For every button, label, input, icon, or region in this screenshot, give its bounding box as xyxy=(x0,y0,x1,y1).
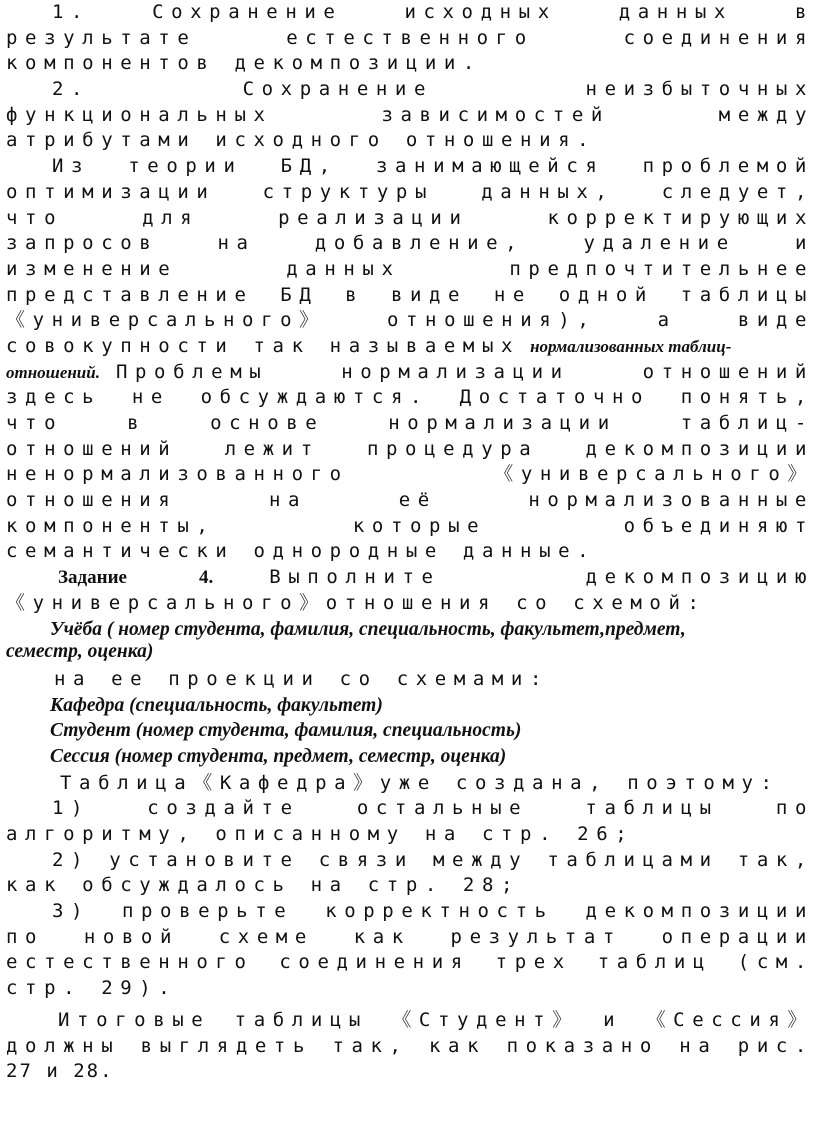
word: 《Сессия》 xyxy=(646,1008,814,1031)
word: таблиц- xyxy=(680,412,814,434)
word: 《универсального》 xyxy=(494,463,814,486)
line9-words xyxy=(116,360,814,386)
word: нормализованные xyxy=(528,489,814,512)
item2-number: 2. xyxy=(52,78,91,101)
word: соединения xyxy=(279,951,470,974)
word: зависимостей xyxy=(381,103,610,126)
theory-line7 xyxy=(6,308,814,334)
word: операции xyxy=(661,925,814,948)
word: а xyxy=(657,309,677,332)
task-line2: 《универсального》отношения со схемой: xyxy=(6,591,707,614)
word: таблицы xyxy=(680,283,814,306)
word: на xyxy=(217,232,256,255)
word: данных, xyxy=(481,180,615,203)
word: выглядеть xyxy=(140,1034,313,1057)
word: структуры xyxy=(262,180,434,203)
word: Достаточно xyxy=(459,386,651,409)
word: что xyxy=(6,412,64,434)
word: основе xyxy=(210,412,325,434)
word: декомпозиции xyxy=(585,900,814,923)
word: должны xyxy=(6,1034,121,1057)
final-line1 xyxy=(6,1008,814,1034)
theory-line5 xyxy=(6,257,814,283)
item2-line1 xyxy=(6,77,814,103)
word: на xyxy=(268,489,308,512)
word: 《универсального》 xyxy=(6,309,326,332)
word: как xyxy=(429,1034,487,1057)
word: в xyxy=(345,283,365,306)
word: по xyxy=(775,797,814,820)
theory-line12 xyxy=(6,437,814,463)
theory-line14 xyxy=(6,488,814,514)
word: 3) xyxy=(52,900,91,923)
word: (см. xyxy=(737,951,814,974)
word: так, xyxy=(737,848,814,871)
word: нормализации xyxy=(388,412,617,434)
word: которые xyxy=(352,514,487,537)
word: соединения xyxy=(623,26,814,49)
word: декомпозиции xyxy=(585,437,814,460)
word: понять, xyxy=(680,386,814,409)
word: одной xyxy=(558,283,654,306)
word: занимающейся xyxy=(375,155,605,178)
word: оптимизации xyxy=(6,180,216,203)
theory-line10 xyxy=(6,385,814,411)
word: таблиц xyxy=(597,951,712,974)
word: данных xyxy=(618,1,733,23)
step3-line1 xyxy=(6,899,814,925)
word: проблемой xyxy=(642,155,814,178)
task-number: 4. xyxy=(198,567,214,589)
word: удаление xyxy=(583,232,736,255)
word: БД, xyxy=(280,155,338,178)
word: неизбыточных xyxy=(585,78,814,101)
word: Итоговые xyxy=(58,1008,211,1031)
word: процедура xyxy=(366,437,539,460)
word: что xyxy=(6,206,64,229)
word: её xyxy=(398,489,437,512)
word: реализации xyxy=(278,206,469,229)
word: Выполните xyxy=(269,566,441,589)
item2-line3: атрибутами исходного отношения. xyxy=(6,129,597,152)
word: БД xyxy=(280,283,319,306)
word: предпочтительнее xyxy=(509,257,814,280)
schema-kafedra: Кафедра (специальность, факультет) xyxy=(50,694,383,716)
word: не xyxy=(493,283,532,306)
word: рис. xyxy=(737,1034,814,1057)
schema-student: Студент (номер студента, фамилия, специальность) xyxy=(50,720,522,742)
theory-line16: семантически однородные данные. xyxy=(6,540,597,563)
word: теории xyxy=(128,155,243,178)
word: корректирующих xyxy=(547,206,814,229)
step3-line4: стр. 29). xyxy=(6,977,178,1000)
theory-line13 xyxy=(6,462,814,488)
projection-intro: на ее проекции со схемами: xyxy=(54,667,550,690)
word: лежит xyxy=(224,437,320,460)
item1-line2 xyxy=(6,26,814,52)
word: следует, xyxy=(661,180,814,203)
final-line3: 27 и 28. xyxy=(6,1060,114,1083)
word: и xyxy=(794,232,814,255)
word: декомпозицию xyxy=(585,566,814,589)
step1-line2: алгоритму, описанному на стр. 26; xyxy=(6,823,635,845)
word: Проблемы xyxy=(115,360,269,383)
word: 2) xyxy=(52,848,91,871)
word: связи xyxy=(318,848,414,871)
schema-session: Сессия (номер студента, предмет, семестр, оценка) xyxy=(50,745,507,767)
word: ненормализованного xyxy=(6,463,349,486)
word: функциональных xyxy=(6,103,273,126)
word: Из xyxy=(52,155,91,178)
word: между xyxy=(718,103,814,126)
word: естественного xyxy=(286,26,534,49)
word: 1) xyxy=(52,797,91,820)
word: не xyxy=(131,386,170,409)
word: на xyxy=(679,1034,718,1057)
word: создайте xyxy=(147,797,300,820)
word: как xyxy=(353,925,411,948)
word: по xyxy=(6,925,45,948)
word: Сохранение xyxy=(242,78,433,101)
word: и xyxy=(603,1008,623,1031)
word: данных xyxy=(286,257,401,280)
word: 《Студент》 xyxy=(392,1008,579,1031)
word: результат xyxy=(450,925,622,948)
word: Сохранение xyxy=(152,1,343,23)
step2-line1 xyxy=(6,848,814,874)
word: трех xyxy=(495,951,572,974)
word: схеме xyxy=(218,925,314,948)
word: объединяют xyxy=(623,514,814,537)
word: добавление, xyxy=(314,232,525,255)
word: нормализации xyxy=(341,360,570,383)
word: отношения), xyxy=(386,309,597,332)
final-line2 xyxy=(6,1034,814,1060)
step3-line3 xyxy=(6,950,814,976)
word: таблицы xyxy=(234,1008,368,1031)
step3-line2 xyxy=(6,925,814,951)
word: остальные xyxy=(356,797,529,820)
word: между xyxy=(433,848,529,871)
theory-line9 xyxy=(6,360,814,386)
item1-number: 1. xyxy=(52,1,91,23)
word: корректность xyxy=(325,900,554,923)
word: исходных xyxy=(404,1,557,23)
item1-line1 xyxy=(6,0,814,26)
theory-line3 xyxy=(6,206,814,232)
word: обсуждаются. xyxy=(200,386,430,409)
word: отношений xyxy=(6,437,178,460)
word: виде xyxy=(390,283,468,306)
italic-term: нормализованных таблиц- xyxy=(530,336,732,356)
italic-term: отношений. xyxy=(6,362,100,382)
step1-line1 xyxy=(6,796,814,822)
word: представление xyxy=(6,283,254,306)
theory-line1 xyxy=(6,154,814,180)
word: в xyxy=(794,1,814,23)
table-created: Таблица《Кафедра》уже создана, поэтому: xyxy=(60,771,780,794)
theory-line8 xyxy=(6,334,814,360)
item2-line2 xyxy=(6,103,814,129)
word: установите xyxy=(109,848,300,871)
word: изменение xyxy=(6,257,178,280)
task-line1-words xyxy=(269,565,814,591)
word: для xyxy=(142,206,200,229)
word: новой xyxy=(83,925,180,948)
word: таблицы xyxy=(585,797,719,820)
schema-ucheba-line2: семестр, оценка) xyxy=(6,641,154,663)
theory-line15 xyxy=(6,514,814,540)
theory-line11 xyxy=(6,411,814,437)
word: таблицами xyxy=(547,848,719,871)
step2-line2: как обсуждалось на стр. 28; xyxy=(6,874,521,897)
word: так, xyxy=(332,1034,409,1057)
word: отношений xyxy=(642,360,814,383)
word: виде xyxy=(737,309,814,332)
word: совокупности так называемых xyxy=(6,334,521,357)
word: запросов xyxy=(6,232,159,255)
word: отношения xyxy=(6,489,178,512)
word: естественного xyxy=(6,951,254,974)
theory-line6 xyxy=(6,283,814,309)
word: результате xyxy=(6,26,197,49)
word: показано xyxy=(506,1034,659,1057)
task-line1 xyxy=(6,565,814,591)
theory-line4 xyxy=(6,231,814,257)
word: здесь xyxy=(6,386,102,409)
word: компоненты, xyxy=(6,514,216,537)
task-label: Задание xyxy=(58,567,127,589)
word: проверьте xyxy=(121,900,294,923)
item1-line3: компонентов декомпозиции. xyxy=(6,52,482,75)
theory-line2 xyxy=(6,180,814,206)
word: в xyxy=(127,412,147,434)
schema-ucheba-line1: Учёба ( номер студента, фамилия, специальность, факультет,предмет, xyxy=(50,618,686,640)
